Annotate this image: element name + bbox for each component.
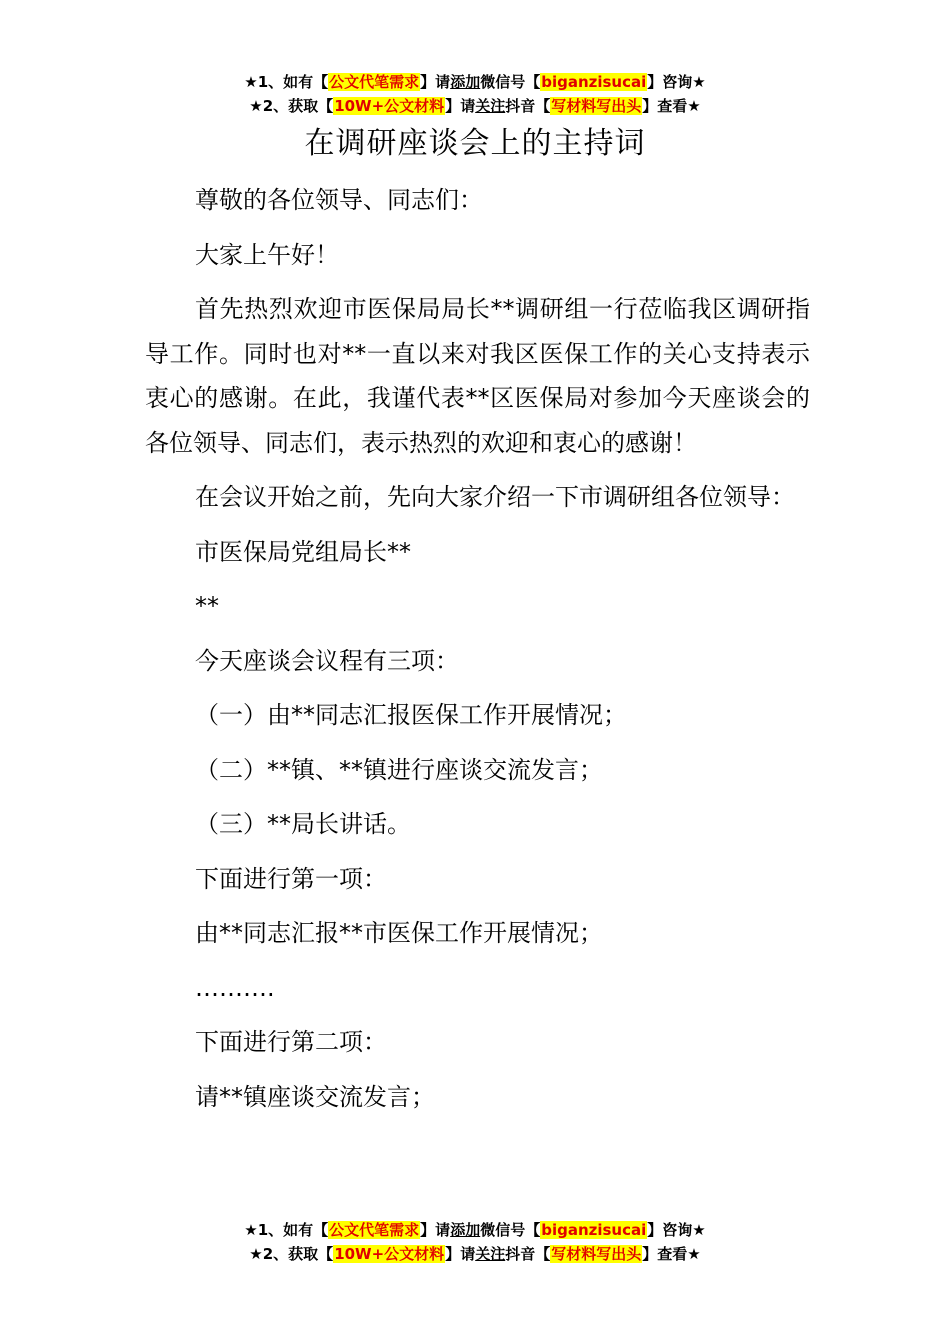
paragraph-leader-2: ** bbox=[195, 592, 219, 620]
promo-text: 微信号【 bbox=[480, 1221, 541, 1239]
promo-text: 】查看★ bbox=[642, 1245, 701, 1263]
promo-wechat-id: biganzisucai bbox=[541, 73, 647, 91]
paragraph-agenda-item-3: （三）**局长讲话。 bbox=[195, 810, 411, 838]
promo-underline: 添加 bbox=[450, 73, 481, 91]
paragraph-second-item-detail: 请**镇座谈交流发言； bbox=[195, 1082, 435, 1111]
paragraph-agenda-item-2: （二）**镇、**镇进行座谈交流发言； bbox=[195, 755, 603, 784]
paragraph-salutation: 尊敬的各位领导、同志们： bbox=[195, 186, 483, 214]
promo-highlight: 10W+公文材料 bbox=[334, 1245, 445, 1263]
paragraph-first-item: 下面进行第一项： bbox=[195, 864, 387, 893]
promo-text: 】请 bbox=[420, 1221, 451, 1239]
promo-text: 】请 bbox=[445, 1245, 476, 1263]
promo-douyin-id: 写材料写出头 bbox=[551, 97, 642, 115]
paragraph-agenda-item-1: （一）由**同志汇报医保工作开展情况； bbox=[195, 701, 627, 729]
promo-underline: 添加 bbox=[450, 1221, 481, 1239]
promo-banner-top bbox=[0, 70, 950, 118]
promo-douyin-id: 写材料写出头 bbox=[551, 1245, 642, 1263]
paragraph-first-item-detail: 由**同志汇报**市医保工作开展情况； bbox=[195, 919, 603, 947]
promo-text: ★2、获取【 bbox=[249, 97, 334, 115]
promo-text: ★1、如有【 bbox=[244, 1221, 329, 1239]
promo-text: ★2、获取【 bbox=[249, 1245, 334, 1263]
paragraph-introduction: 在会议开始之前，先向大家介绍一下市调研组各位领导： bbox=[195, 483, 795, 511]
promo-text: 】查看★ bbox=[642, 97, 701, 115]
promo-text: ★1、如有【 bbox=[244, 73, 329, 91]
promo-text: 】咨询★ bbox=[647, 1221, 706, 1239]
promo-text: 微信号【 bbox=[480, 73, 541, 91]
paragraph-greeting: 大家上午好！ bbox=[195, 240, 339, 269]
document-title: 在调研座谈会上的主持词 bbox=[304, 126, 646, 161]
promo-line-2 bbox=[0, 94, 950, 118]
promo-banner-bottom bbox=[0, 1218, 950, 1266]
promo-highlight: 公文代笔需求 bbox=[329, 1221, 420, 1239]
paragraph-second-item: 下面进行第二项： bbox=[195, 1028, 387, 1056]
promo-wechat-id: biganzisucai bbox=[541, 1221, 647, 1239]
promo-text: 抖音【 bbox=[505, 97, 551, 115]
promo-text: 】咨询★ bbox=[647, 73, 706, 91]
promo-text: 】请 bbox=[420, 73, 451, 91]
promo-line-2 bbox=[0, 1242, 950, 1266]
paragraph-agenda-intro: 今天座谈会议程有三项： bbox=[195, 646, 459, 675]
promo-text: 抖音【 bbox=[505, 1245, 551, 1263]
promo-line-1 bbox=[0, 1218, 950, 1242]
promo-underline: 关注 bbox=[475, 97, 506, 115]
paragraph-ellipsis: ………. bbox=[195, 973, 275, 1002]
document-body bbox=[145, 178, 810, 1129]
paragraph-welcome: 首先热烈欢迎市医保局局长**调研组一行莅临我区调研指导工作。同时也对**一直以来对我区医保工作的关心支持表示衷心的感谢。在此，我谨代表**区医保局对参加今天座谈会的各位领导、同志们，表示热烈的欢迎和衷心的感谢！ bbox=[145, 295, 810, 457]
promo-underline: 关注 bbox=[475, 1245, 506, 1263]
paragraph-leader-1: 市医保局党组局长** bbox=[195, 537, 411, 566]
promo-highlight: 公文代笔需求 bbox=[329, 73, 420, 91]
promo-line-1 bbox=[0, 70, 950, 94]
promo-highlight: 10W+公文材料 bbox=[334, 97, 445, 115]
promo-text: 】请 bbox=[445, 97, 476, 115]
